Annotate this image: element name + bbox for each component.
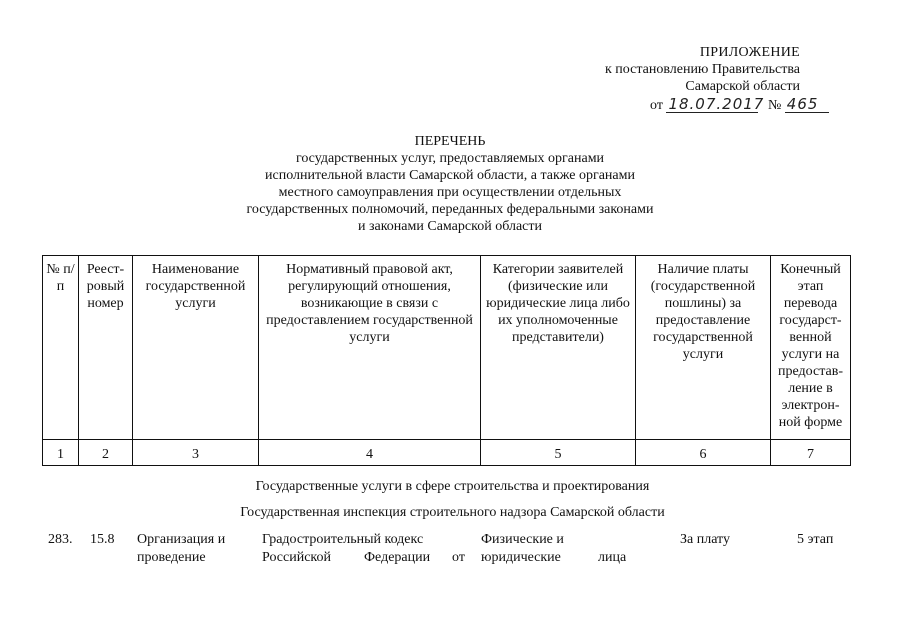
column-number: 3 <box>133 440 259 466</box>
handwritten-number: 465 <box>785 96 829 113</box>
row-service-name-line-1: Организация и <box>137 532 226 547</box>
header-cell-registry: Реест-ровый номер <box>79 256 133 440</box>
row-legal-act-word: Российской <box>262 550 331 565</box>
row-applicants-word: юридические <box>481 550 561 565</box>
row-final-stage: 5 этап <box>797 532 834 547</box>
column-number: 1 <box>43 440 79 466</box>
row-legal-act-line-1: Градостроительный кодекс <box>262 532 424 547</box>
list-title-line: государственных услуг, предоставляемых органами <box>295 151 605 166</box>
list-title-block <box>180 133 720 235</box>
appendix-line-1: к постановлению Правительства <box>604 62 800 77</box>
handwritten-date: 18.07.2017 <box>668 95 765 113</box>
row-registry-number: 15.8 <box>90 532 115 547</box>
row-legal-act-word: Федерации <box>364 550 431 565</box>
column-number: 2 <box>79 440 133 466</box>
list-title-line: исполнительной власти Самарской области, а также органами <box>265 168 635 183</box>
row-applicants-line-1: Физические и <box>481 532 564 547</box>
table-row <box>0 531 905 571</box>
appendix-block <box>560 44 800 95</box>
appendix-line-2: Самарской области <box>685 79 800 94</box>
header-cell-service-name: Наименование государственной услуги <box>133 256 259 440</box>
row-number: 283. <box>48 532 73 547</box>
header-cell-legal-act: Нормативный правовой акт, регулирующий отношения, возникающие в связи с предоставлением государственной услуги <box>259 256 481 440</box>
section-heading-agency: Государственная инспекция строительного надзора Самарской области <box>240 505 665 520</box>
column-number: 6 <box>636 440 771 466</box>
appendix-date-line <box>650 96 829 118</box>
list-title: ПЕРЕЧЕНЬ <box>414 134 486 149</box>
services-table <box>42 255 851 466</box>
appendix-title: ПРИЛОЖЕНИЕ <box>699 45 800 60</box>
column-number: 5 <box>481 440 636 466</box>
date-prefix: от <box>650 98 663 113</box>
list-title-line: и законами Самарской области <box>357 219 542 234</box>
table-column-numbers-row <box>43 440 851 466</box>
header-cell-number: № п/п <box>43 256 79 440</box>
header-cell-applicants: Категории заявителей (физические или юридические лица либо их уполномоченные представители) <box>481 256 636 440</box>
row-legal-act-word: от <box>452 550 465 565</box>
number-prefix: № <box>767 98 782 113</box>
row-applicants-word: лица <box>598 550 627 565</box>
header-cell-final-stage: Конечный этап перевода государст-венной услуги на предостав-ление в электрон-ной форме <box>771 256 851 440</box>
column-number: 4 <box>259 440 481 466</box>
section-heading-sphere: Государственные услуги в сфере строительства и проектирования <box>255 479 650 494</box>
row-fee: За плату <box>680 532 730 547</box>
column-number: 7 <box>771 440 851 466</box>
list-title-line: местного самоуправления при осуществлении отдельных <box>278 185 622 200</box>
table-header-row <box>43 256 851 440</box>
list-title-line: государственных полномочий, переданных федеральными законами <box>246 202 654 217</box>
header-cell-fee: Наличие платы (государственной пошлины) за предоставление государственной услуги <box>636 256 771 440</box>
row-service-name-line-2: проведение <box>137 550 206 565</box>
